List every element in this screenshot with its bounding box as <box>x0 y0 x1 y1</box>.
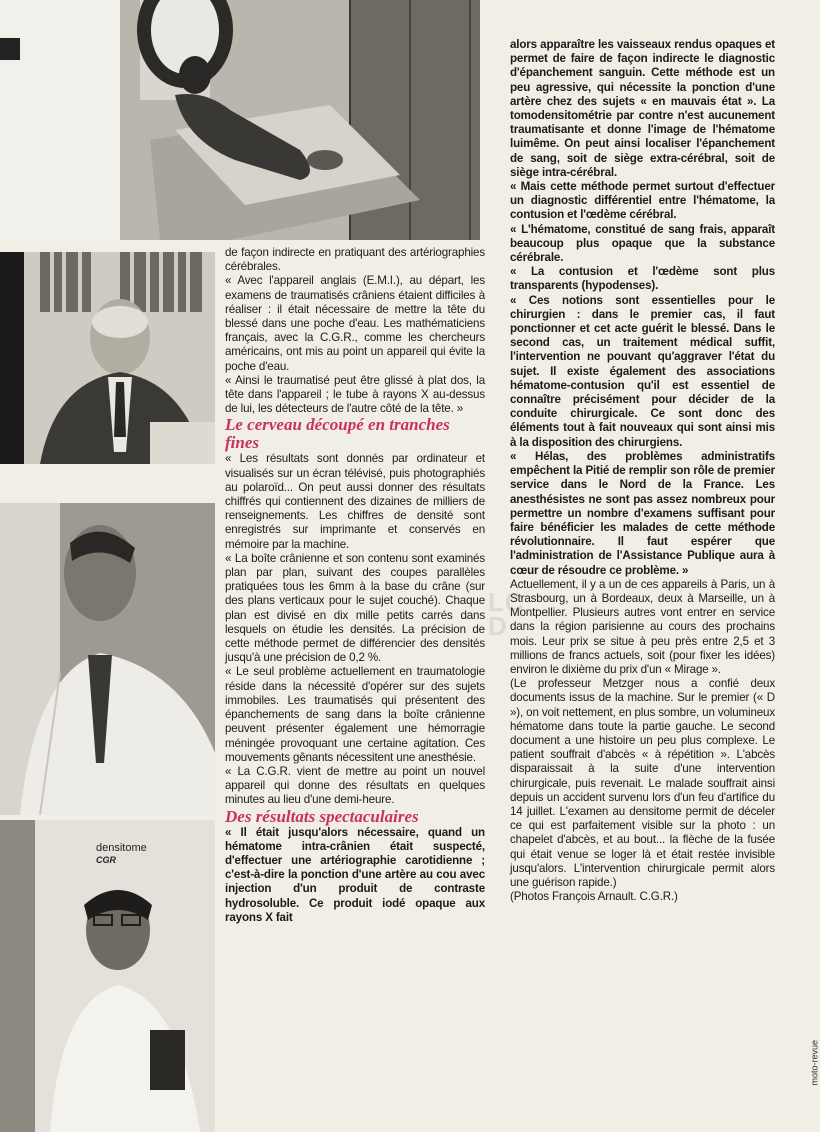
photo-operator <box>0 820 215 1132</box>
paragraph: « Hélas, des problèmes administratifs empêchent la Pitié de remplir son rôle de premier service dans le Nord de la France. Les anesthésistes ne sont pas assez nombreux pour permettre un nombre d'examens suffisant pour faire bénéficier les malades de cette méthode révolutionnaire. Il faut espérer que l'administration de l'Assistance Publique aura à cœur de résoudre ce problème. » <box>510 449 775 577</box>
right-column <box>510 38 775 904</box>
paragraph: « Mais cette méthode permet surtout d'effectuer un diagnostic différentiel entre l'hématome, la contusion et l'œdème cérébral. <box>510 180 775 222</box>
paragraph: « Ainsi le traumatisé peut être glissé à plat dos, la tête dans l'appareil ; le tube à rayons X au-dessus de lui, les détecteurs de l'autre côté de la tête. » <box>225 373 485 416</box>
paragraph: « Les résultats sont donnés par ordinateur et visualisés sur un écran télévisé, puis photographiés au polaroïd... On peut aussi donner des résultats chiffrés qui contiennent des dizaines de milliers de renseignements. Les chiffres de densité sont enregistrés sur imprimante et conservés en mémoire par la machine. <box>225 452 485 551</box>
paragraph: « La contusion et l'œdème sont plus transparents (hypodenses). <box>510 265 775 293</box>
machine-brand: CGR <box>96 855 116 865</box>
paragraph: « La C.G.R. vient de mettre au point un nouvel appareil qui donne des résultats en quelques minutes au lieu d'une demi-heure. <box>225 764 485 807</box>
paragraph: alors apparaître les vaisseaux rendus opaques et permet de faire de façon indirecte le diagnostic d'épanchement sanguin. Cette méthode est un peu agressive, qui nécessite la ponction d'une artère chez des sujets « en mauvais état ». La tomodensitométrie par contre n'est aucunement traumatisante et donne l'image de l'hématome luimême. On peut ainsi localiser l'épanchement de sang, soit de siège extra-cérébral, soit de siège intra-cérébral. <box>510 38 775 179</box>
paragraph: « Avec l'appareil anglais (E.M.I.), au départ, les examens de traumatisés crâniens étaient difficiles à réaliser : il était nécessaire de mettre la tête du blessé dans une poche d'eau. Les mathématiciens français, avec la C.G.R., comme les chercheurs américains, ont mis au point un appareil qui évite la poche d'eau. <box>225 274 485 373</box>
paragraph: « Ces notions sont essentielles pour le chirurgien : dans le premier cas, il faut ponctionner et cet acte guérit le blessé. Dans le second cas, un traitement médical suffit, l'intervention ne pouvant qu'aggraver l'état du sujet. Il existe également des associations hématome-contusion qu'il est essentiel de connaître précisément pour décider de la conduite chirurgicale. Ce sont donc des éléments tout à fait nouveaux qui sont ainsi mis à la disposition des chirurgiens. <box>510 293 775 449</box>
paragraph: « Il était jusqu'alors nécessaire, quand un hématome intra-crânien était suspecté, d'effectuer une artériographie carotidienne ; c'est-à-dire la ponction d'une artère au cou avec injection d'un produit de contraste hydrosoluble. Ce produit iodé opaque aux rayons X fait <box>225 825 485 924</box>
photo-doctor <box>0 503 215 815</box>
section-heading: Le cerveau découpé en tranches fines <box>225 415 450 453</box>
paragraph: Actuellement, il y a un de ces appareils à Paris, un à Strasbourg, un à Bordeaux, deux à Marseille, un à Montpellier. Plusieurs autres vont entrer en service dans la région parisienne au cours des prochains mois. Leur prix se situe à peu près entre 2,5 et 3 millions de francs actuels, soit (pour fixer les idées) environ le dixième du prix d'un « Mirage ». <box>510 577 775 676</box>
paragraph: de façon indirecte en pratiquant des artériographies cérébrales. <box>225 246 485 274</box>
photo-scanner <box>0 0 480 240</box>
photo-professor <box>0 252 215 464</box>
watermark: LC D <box>488 587 525 641</box>
paragraph: « Le seul problème actuellement en traumatologie réside dans la nécessité d'opérer sur des sujets immobiles. Les traumatisés qui présentent des épanchements de sang dans la boîte crânienne peuvent présenter également une hémorragie méningée provoquant une certaine agitation. Ces mouvements gênants nécessitent une anesthésie. <box>225 665 485 764</box>
section-heading: Des résultats spectaculaires <box>225 806 419 826</box>
paragraph: (Le professeur Metzger nous a confié deux documents issus de la machine. Sur le premier (« D »), on voit nettement, en plus sombre, un volumineux hématome dans toute la partie gauche. Le second document a une histoire un peu plus complexe. Le patient souffrait d'abcès « à répétition ». L'abcès disparaissait à la suite d'une intervention chirurgicale, puis revenait. Le malade souffrait ainsi depuis un accident survenu lors d'un feu d'artifice du 14 juillet. L'examen au densitome permit de déceler ce qui est parfaitement visible sur la photo : un chapelet d'abcès, et au bout... la flèche de la fusée qui était venue se loger là et était restée invisible jusqu'alors. L'intervention chirurgicale permit alors une guérison rapide.) <box>510 677 775 889</box>
side-label: moto-revue <box>810 1040 820 1086</box>
paragraph: « La boîte crânienne et son contenu sont examinés plan par plan, suivant des coupes parallèles pratiquées tous les 6mm à la base du crâne (sur des plans verticaux pour le sujet couché). Chaque plan est divisé en dix mille petits carrés dans lesquels on étudie les densités. La précision de cette méthode permet de différencier des densités jusqu'à une précision de 0,2 %. <box>225 551 485 665</box>
photo-credit: (Photos François Arnault. C.G.R.) <box>510 890 678 904</box>
machine-label <box>96 842 147 866</box>
middle-column <box>225 246 485 925</box>
machine-label-text: densitome <box>96 842 147 854</box>
paragraph: « L'hématome, constitué de sang frais, apparaît beaucoup plus opaque que la substance cérébrale. <box>510 222 775 265</box>
